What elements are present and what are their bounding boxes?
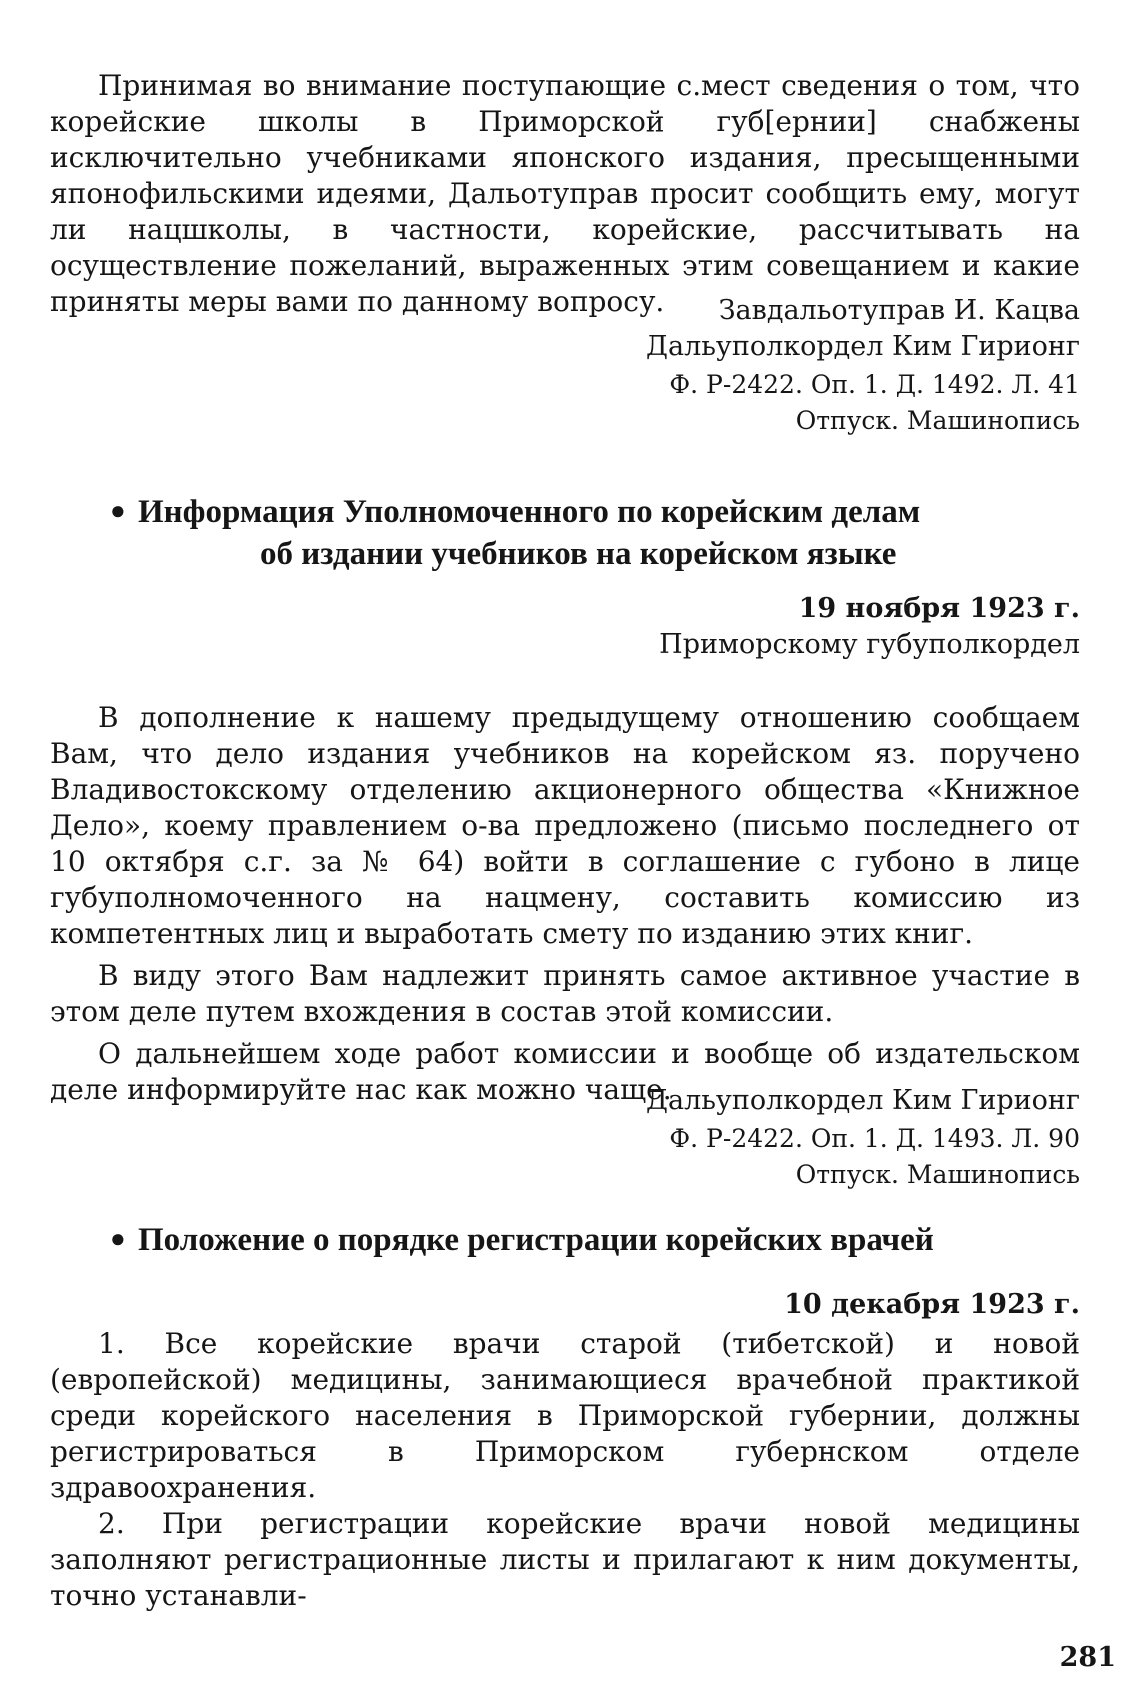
section-body bbox=[50, 1326, 1080, 1614]
body-paragraph-2: 2. При регистрации корейские врачи новой медицины заполняют регистрационные листы и прилагают к ним документы, точно устанавли- bbox=[50, 1507, 1080, 1612]
signature-kim-girions: Дальуполкордел Ким Гирионг bbox=[646, 1085, 1080, 1116]
heading-line-2: об издании учебников на корейском языке bbox=[260, 536, 897, 572]
heading-text: Положение о порядке регистрации корейских врачей bbox=[138, 1222, 934, 1258]
signature-katsva: Завдальотуправ И. Кацва bbox=[718, 295, 1080, 326]
body-paragraph-1: 1. Все корейские врачи старой (тибетской) и новой (европейской) медицины, занимающиеся врачебной практикой среди корейского населения в Приморской губернии, должны регистрироваться в Приморском губернском отделе здравоохранения. bbox=[50, 1327, 1080, 1504]
bullet-icon: ● bbox=[110, 1224, 126, 1253]
copy-note: Отпуск. Машинопись bbox=[795, 1160, 1080, 1189]
request-paragraph: Принимая во внимание поступающие с.мест сведения о том, что корейские школы в Приморской губ[ернии] снабжены исключительно учебниками японского издания, пресыщенными японофильскими идеями, Дальотуправ просит сообщить ему, могут ли нацшколы, в частности, корейские, рассчитывать на осуществление пожеланий, выраженных этим совещанием и какие приняты меры вами по данному вопросу. bbox=[50, 69, 1080, 318]
section-heading bbox=[110, 490, 1070, 575]
bullet-icon: ● bbox=[110, 496, 126, 525]
body-paragraph-3: О дальнейшем ходе работ комиссии и вообще об издательском деле информируйте нас как можно чаще. bbox=[50, 1037, 1080, 1106]
archive-reference: Ф. Р-2422. Оп. 1. Д. 1492. Л. 41 bbox=[669, 370, 1080, 399]
page-number: 281 bbox=[1059, 1642, 1116, 1673]
section-heading bbox=[110, 1218, 1070, 1261]
archive-reference: Ф. Р-2422. Оп. 1. Д. 1493. Л. 90 bbox=[669, 1124, 1080, 1153]
heading-line-1: Информация Уполномоченного по корейским делам bbox=[138, 494, 921, 530]
document-date: 10 декабря 1923 г. bbox=[784, 1289, 1080, 1320]
body-paragraph-1: В дополнение к нашему предыдущему отношению сообщаем Вам, что дело издания учебников на корейском яз. поручено Владивостокскому отделению акционерного общества «Книжное Дело», коему правлением о-ва предложено (письмо последнего от 10 октября с.г. за № 64) войти в соглашение с губоно в лице губуполномоченного на нацмену, составить комиссию из компетентных лиц и выработать смету по изданию этих книг. bbox=[50, 701, 1080, 950]
document-page bbox=[50, 68, 1080, 1688]
body-paragraph-2: В виду этого Вам надлежит принять самое активное участие в этом деле путем вхождения в состав этой комиссии. bbox=[50, 959, 1080, 1028]
addressee: Приморскому губуполкордел bbox=[659, 629, 1080, 660]
copy-note: Отпуск. Машинопись bbox=[795, 406, 1080, 435]
signature-kim-girions: Дальуполкордел Ким Гирионг bbox=[646, 331, 1080, 362]
section-body bbox=[50, 700, 1080, 1108]
document-date: 19 ноября 1923 г. bbox=[798, 593, 1080, 624]
